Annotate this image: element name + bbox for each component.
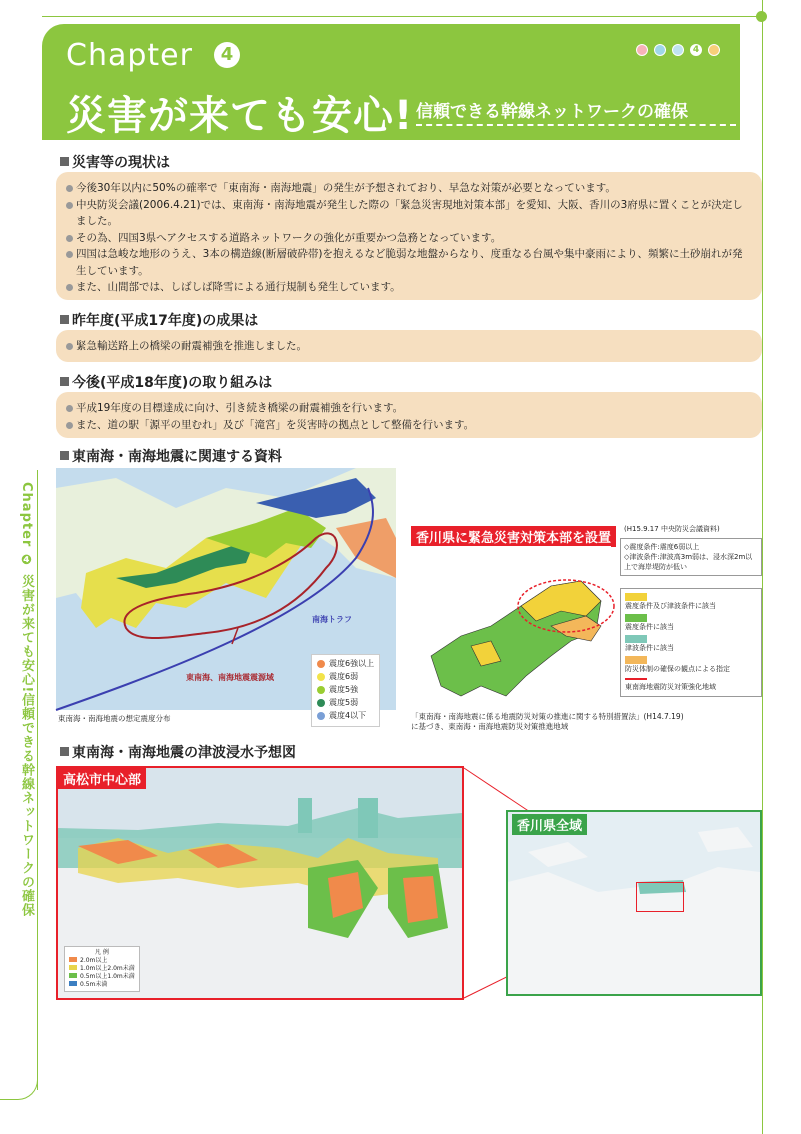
kagawa-source: (H15.9.17 中央防災会議資料) xyxy=(624,525,720,533)
trough-label: 南海トラフ xyxy=(312,615,352,624)
legend-item: 0.5m以上1.0m未満 xyxy=(69,973,135,981)
quake-map-caption: 東南海・南海地震の想定震度分布 xyxy=(58,714,171,723)
frame-left-line xyxy=(37,470,38,1090)
frame-top-line xyxy=(42,16,762,17)
condition-item: ◇震度条件:震度6弱以上 xyxy=(624,543,700,551)
shikoku-designation-map xyxy=(411,546,611,704)
kagawa-legend xyxy=(620,588,762,697)
header-edge xyxy=(740,24,762,140)
legend-item: 震度6強以上 xyxy=(317,658,374,669)
heading-square-icon xyxy=(60,451,69,460)
section-heading-current: 災害等の現状は xyxy=(60,152,170,172)
list-item: また、山間部では、しばしば降雪による通行規制も発生しています。 xyxy=(66,279,750,296)
chapter-nav-dots xyxy=(636,44,720,56)
condition-item: ◇津波条件:津波高3m弱は、浸水深2m以上で海岸堤防が低い xyxy=(624,553,753,571)
legend-item: 0.5m未満 xyxy=(69,981,135,989)
corner-dot xyxy=(756,11,767,22)
nav-dot-2 xyxy=(654,44,666,56)
heading-square-icon xyxy=(60,315,69,324)
next-year-box xyxy=(56,392,762,438)
side-running-title: Chapter ❹ 災害が来ても安心!信頼できる幹線ネットワークの確保 xyxy=(19,482,34,918)
kagawa-whole-tag: 香川県全域 xyxy=(512,814,587,835)
chapter-number: 4 xyxy=(214,42,240,68)
kagawa-whole-graphic xyxy=(508,812,760,994)
nav-dot-current: 4 xyxy=(690,44,702,56)
kagawa-map-caption: 「東南海・南海地震に係る地震防災対策の推進に関する特別措置法」(H14.7.19)に基づき、東南海・南海地震防災対策推進地域 xyxy=(411,712,684,731)
zoom-rect xyxy=(636,882,684,912)
kagawa-whole-map xyxy=(506,810,762,996)
frame-right-line xyxy=(762,0,763,1134)
list-item: 平成19年度の目標達成に向け、引き続き橋梁の耐震補強を行います。 xyxy=(66,400,750,417)
shikoku-map-graphic xyxy=(411,546,611,704)
list-item: その為、四国3県へアクセスする道路ネットワークの強化が重要かつ急務となっています。 xyxy=(66,230,750,247)
quake-legend xyxy=(311,654,380,727)
section-heading-tsunami: 東南海・南海地震の津波浸水予想図 xyxy=(60,742,296,762)
legend-item: 防災体制の確保の観点による指定 xyxy=(625,656,757,674)
takamatsu-tsunami-map xyxy=(56,766,464,1000)
legend-item: 1.0m以上2.0m未満 xyxy=(69,965,135,973)
conditions-box xyxy=(620,538,762,576)
frame-bottom-curve xyxy=(0,1060,38,1100)
chapter-label: Chapter xyxy=(66,38,193,73)
kagawa-hq-tag: 香川県に緊急災害対策本部を設置 xyxy=(411,526,616,547)
legend-item: 東南海地震防災対策強化地域 xyxy=(625,678,757,692)
nav-dot-3 xyxy=(672,44,684,56)
page-title: 災害が来ても安心! xyxy=(66,93,414,139)
section-heading-last-year: 昨年度(平成17年度)の成果は xyxy=(60,310,258,330)
legend-item: 震度6弱 xyxy=(317,671,374,682)
legend-item: 震度条件に該当 xyxy=(625,614,757,632)
section-heading-materials: 東南海・南海地震に関連する資料 xyxy=(60,446,282,466)
legend-title: 凡 例 xyxy=(94,949,109,956)
nav-dot-5 xyxy=(708,44,720,56)
legend-item: 震度条件及び津波条件に該当 xyxy=(625,593,757,611)
page-subtitle: 信頼できる幹線ネットワークの確保 xyxy=(416,102,688,122)
list-item: 四国は急峻な地形のうえ、3本の構造線(断層破砕帯)を抱えるなど脆弱な地盤からなり、度重なる台風や集中豪雨により、頻繁に土砂崩れが発生しています。 xyxy=(66,246,750,279)
list-item: 緊急輸送路上の橋梁の耐震補強を推進しました。 xyxy=(66,338,750,355)
legend-item: 震度4以下 xyxy=(317,710,374,721)
list-item: また、道の駅「源平の里むれ」及び「滝宮」を災害時の拠点として整備を行います。 xyxy=(66,417,750,434)
legend-item: 津波条件に該当 xyxy=(625,635,757,653)
takamatsu-tag: 高松市中心部 xyxy=(58,768,146,789)
heading-square-icon xyxy=(60,377,69,386)
list-item: 中央防災会議(2006.4.21)では、東南海・南海地震が発生した際の「緊急災害現地対策本部」を愛知、大阪、香川の3府県に置くことが決定しました。 xyxy=(66,197,750,230)
tsunami-legend xyxy=(64,946,140,992)
legend-item: 震度5強 xyxy=(317,684,374,695)
heading-square-icon xyxy=(60,157,69,166)
source-area-label: 東南海、南海地震震源域 xyxy=(186,673,274,682)
legend-item: 震度5弱 xyxy=(317,697,374,708)
list-item: 今後30年以内に50%の確率で「東南海・南海地震」の発生が予想されており、早急な対策が必要となっています。 xyxy=(66,180,750,197)
section-heading-next: 今後(平成18年度)の取り組みは xyxy=(60,372,272,392)
heading-square-icon xyxy=(60,747,69,756)
subtitle-dash xyxy=(416,124,736,126)
legend-item: 2.0m以上 xyxy=(69,957,135,965)
nav-dot-1 xyxy=(636,44,648,56)
last-year-box xyxy=(56,330,762,362)
current-situation-box xyxy=(56,172,762,300)
